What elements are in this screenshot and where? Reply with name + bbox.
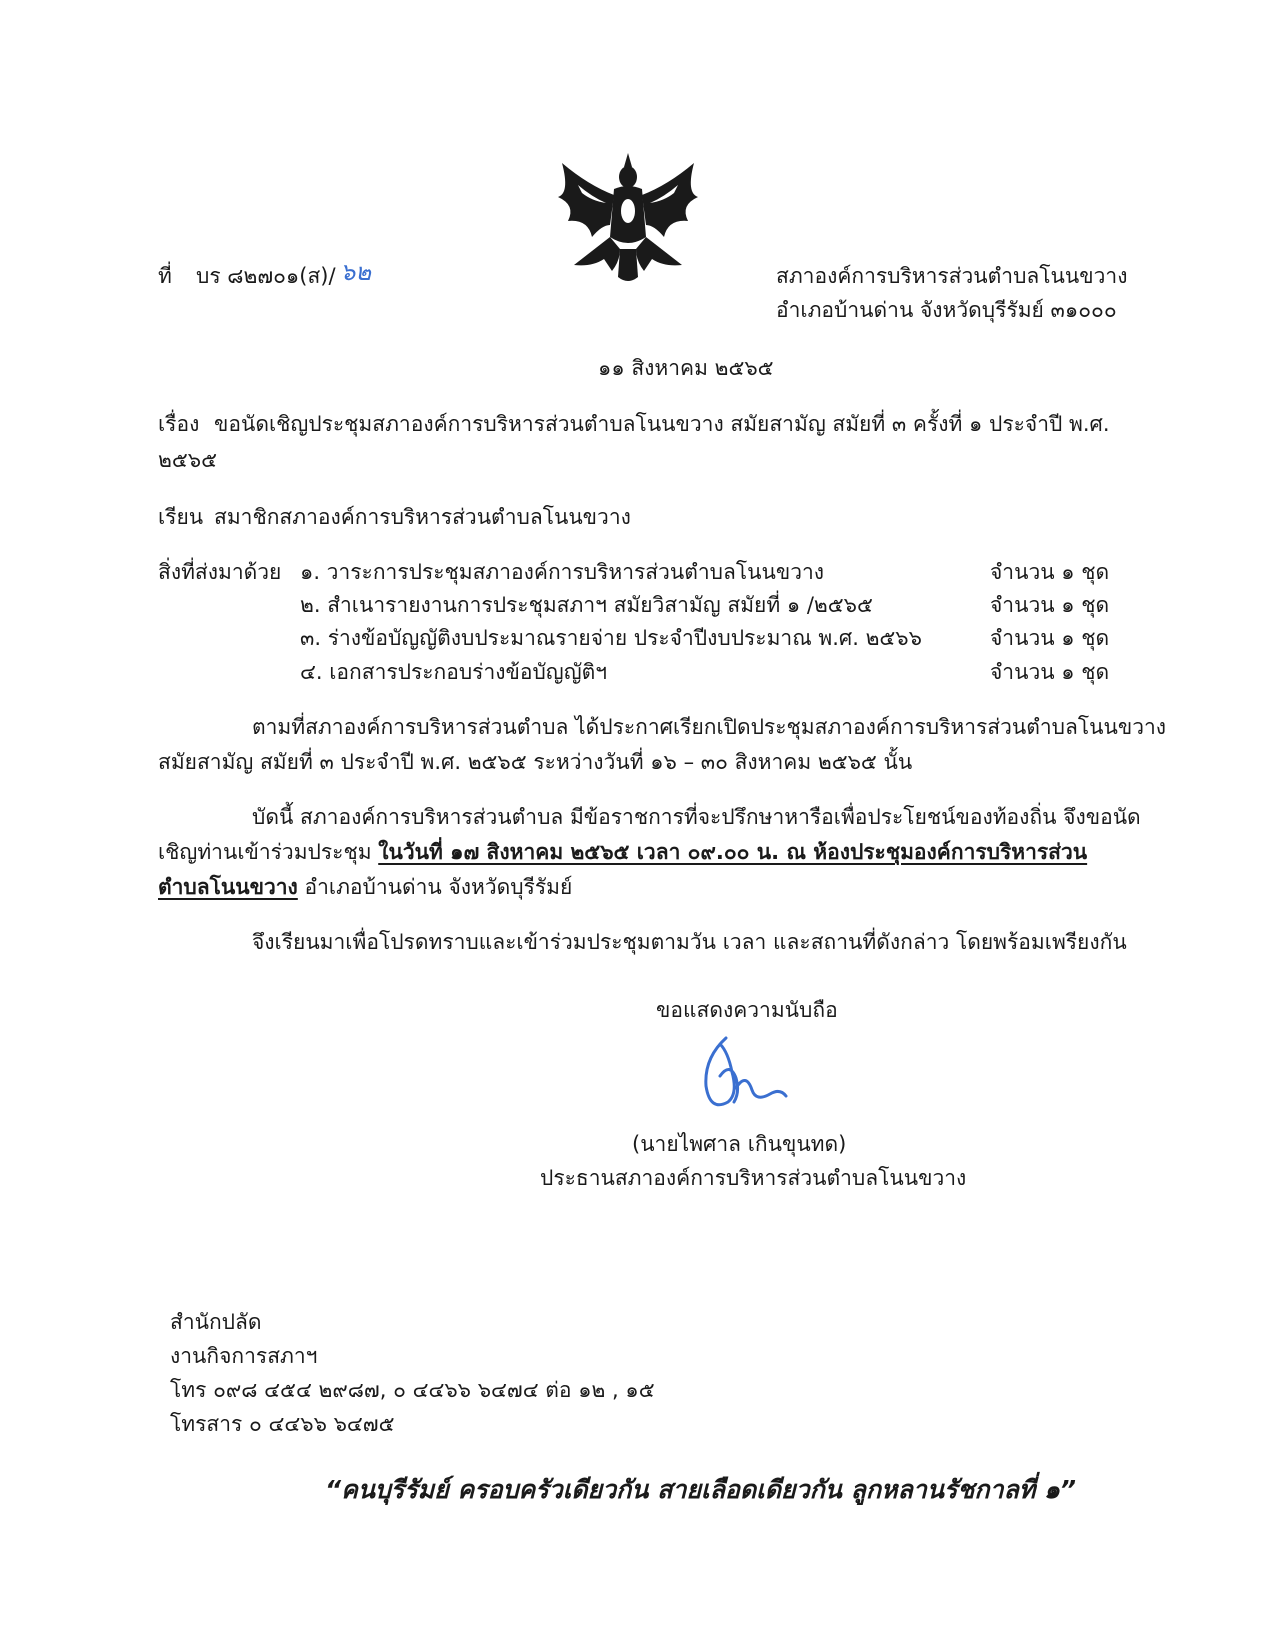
org-address-line2: อำเภอบ้านด่าน จังหวัดบุรีรัมย์ ๓๑๐๐๐ <box>776 298 1117 322</box>
recipient: สมาชิกสภาองค์การบริหารส่วนตำบลโนนขวาง <box>214 505 631 529</box>
recipient-label: เรียน <box>158 505 204 529</box>
meeting-datetime-emphasis: ในวันที่ ๑๗ สิงหาคม ๒๕๖๕ เวลา ๐๙.๐๐ น. ณ ห้องประชุมองค์การบริหารส่วน <box>378 840 1088 864</box>
signer-name: (นายไพศาล เกินขุนทด) <box>632 1132 847 1156</box>
enclosure-qty: จำนวน ๑ ชุด <box>990 593 1110 617</box>
subject-label: เรื่อง <box>158 412 200 436</box>
meeting-location-emphasis: ตำบลโนนขวาง <box>158 875 298 899</box>
signer-position: ประธานสภาองค์การบริหารส่วนตำบลโนนขวาง <box>540 1166 967 1190</box>
footer-section: งานกิจการสภาฯ <box>170 1344 318 1368</box>
body-paragraph-2-line3 <box>158 873 572 901</box>
body-paragraph-1-line1: ตามที่สภาองค์การบริหารส่วนตำบล ได้ประกาศเรียกเปิดประชุมสภาองค์การบริหารส่วนตำบลโนนขวาง <box>252 715 1167 739</box>
reference-number: บร ๘๒๗๐๑(ส)/ <box>196 264 336 288</box>
closing: ขอแสดงความนับถือ <box>656 998 838 1022</box>
footer-fax: โทรสาร ๐ ๔๔๖๖ ๖๔๗๕ <box>170 1412 395 1436</box>
reference-label: ที่ <box>158 264 172 288</box>
body-paragraph-2-text: อำเภอบ้านด่าน จังหวัดบุรีรัมย์ <box>297 875 573 899</box>
body-paragraph-3: จึงเรียนมาเพื่อโปรดทราบและเข้าร่วมประชุมตามวัน เวลา และสถานที่ดังกล่าว โดยพร้อมเพรียงกัน <box>252 930 1127 954</box>
enclosure-qty: จำนวน ๑ ชุด <box>990 560 1110 584</box>
garuda-emblem-icon <box>548 145 708 305</box>
subject-line1: ขอนัดเชิญประชุมสภาองค์การบริหารส่วนตำบลโนนขวาง สมัยสามัญ สมัยที่ ๓ ครั้งที่ ๑ ประจำปี พ.ศ. <box>214 412 1110 436</box>
body-paragraph-2-line2 <box>158 838 1087 866</box>
enclosure-item: ๓. ร่างข้อบัญญัติงบประมาณรายจ่าย ประจำปีงบประมาณ พ.ศ. ๒๕๖๖ <box>300 626 922 650</box>
org-address-line1: สภาองค์การบริหารส่วนตำบลโนนขวาง <box>776 264 1128 288</box>
handwritten-reference: ๖๒ <box>340 258 372 286</box>
subject-line2: ๒๕๖๕ <box>158 448 217 472</box>
enclosures-label: สิ่งที่ส่งมาด้วย <box>158 560 282 584</box>
body-paragraph-2-line1: บัดนี้ สภาองค์การบริหารส่วนตำบล มีข้อราชการที่จะปรึกษาหารือเพื่อประโยชน์ของท้องถิ่น จึงขอนัด <box>252 805 1141 829</box>
body-paragraph-2-text: เชิญท่านเข้าร่วมประชุม <box>158 840 379 864</box>
enclosure-item: ๒. สำเนารายงานการประชุมสภาฯ สมัยวิสามัญ สมัยที่ ๑ /๒๕๖๕ <box>300 593 873 617</box>
handwritten-signature-icon <box>690 1032 800 1122</box>
enclosure-qty: จำนวน ๑ ชุด <box>990 660 1110 684</box>
letter-date: ๑๑ สิงหาคม ๒๕๖๕ <box>598 356 774 380</box>
enclosure-qty: จำนวน ๑ ชุด <box>990 626 1110 650</box>
provincial-motto: “คนบุรีรัมย์ ครอบครัวเดียวกัน สายเลือดเดียวกัน ลูกหลานรัชกาลที่ ๑” <box>325 1475 1076 1504</box>
enclosure-item: ๑. วาระการประชุมสภาองค์การบริหารส่วนตำบลโนนขวาง <box>300 560 825 584</box>
footer-phone: โทร ๐๙๘ ๔๕๔ ๒๙๘๗, ๐ ๔๔๖๖ ๖๔๗๔ ต่อ ๑๒ , ๑๕ <box>170 1378 655 1402</box>
enclosure-item: ๔. เอกสารประกอบร่างข้อบัญญัติฯ <box>300 660 608 684</box>
body-paragraph-1-line2: สมัยสามัญ สมัยที่ ๓ ประจำปี พ.ศ. ๒๕๖๕ ระหว่างวันที่ ๑๖ – ๓๐ สิงหาคม ๒๕๖๕ นั้น <box>158 750 913 774</box>
footer-office: สำนักปลัด <box>170 1310 262 1334</box>
